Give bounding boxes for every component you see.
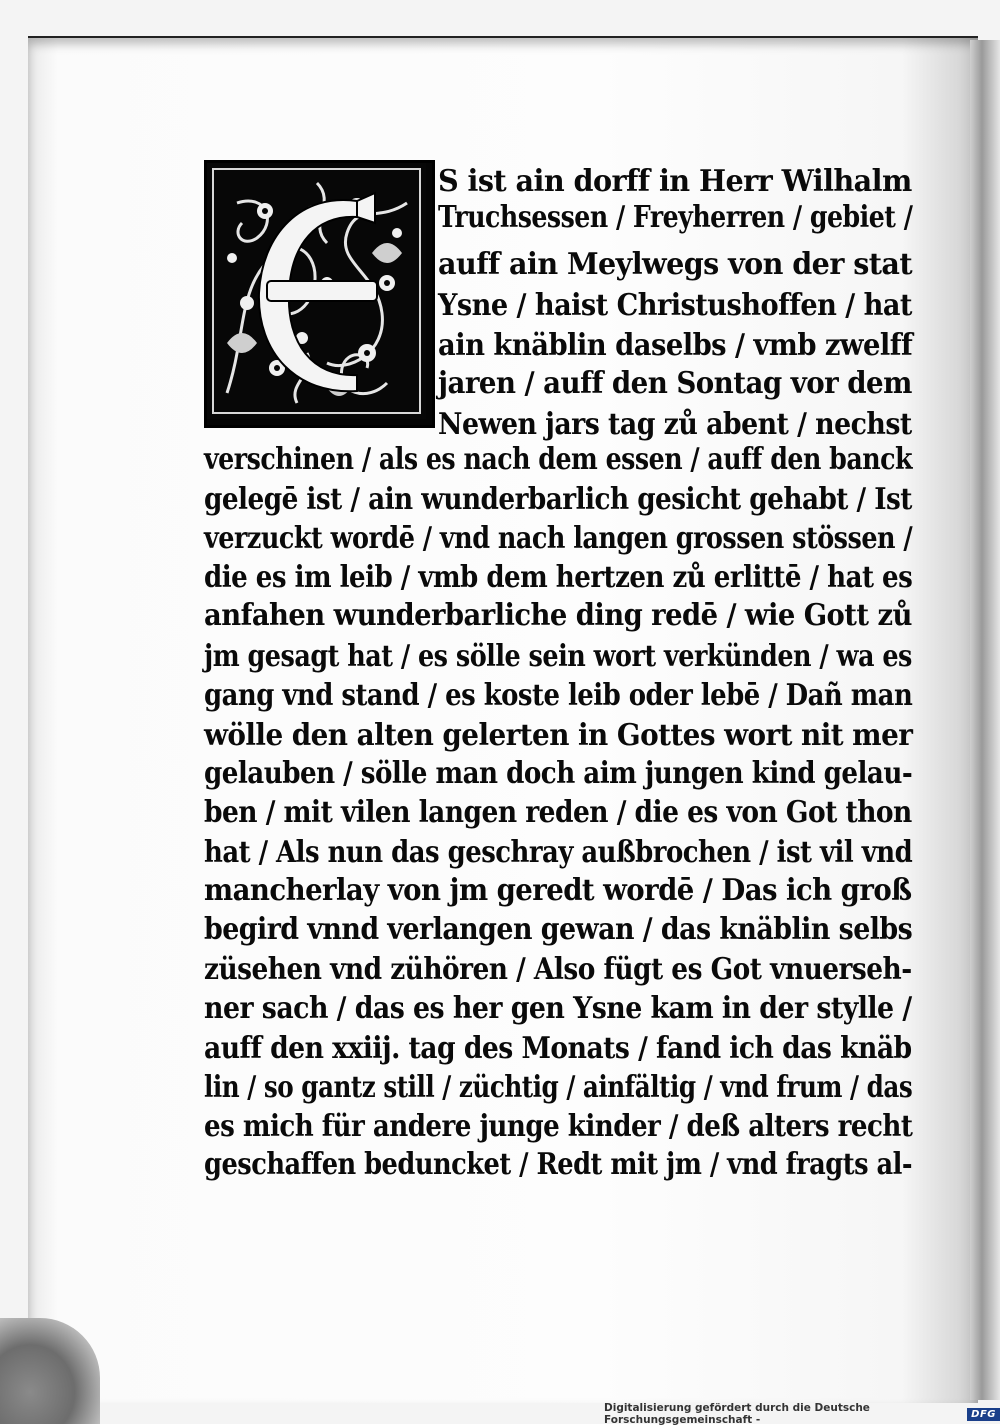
text-line: anfahen wunderbarliche ding redē / wie Gott zů xyxy=(204,598,912,633)
text-line: mancherlay von jm geredt wordē / Das ich groß xyxy=(204,873,912,908)
text-line: hat / Als nun das geschray außbrochen / ist vil vnd xyxy=(204,835,913,870)
text-line: ner sach / das es her gen Ysne kam in der stylle / xyxy=(204,991,912,1026)
text-line: auff ain Meylwegs von der stat xyxy=(438,247,912,282)
text-line: Ysne / haist Christushoffen / hat xyxy=(438,288,912,323)
text-line: jaren / auff den Sontag vor dem xyxy=(438,366,912,401)
text-line: gelauben / sölle man doch aim jungen kind gelau- xyxy=(204,756,913,791)
text-line: gelegē ist / ain wunderbarlich gesicht gehabt / Ist xyxy=(204,482,912,517)
text-line: S ist ain dorff in Herr Wilhalm xyxy=(438,164,912,199)
text-line: verzuckt wordē / vnd nach langen grossen stössen / xyxy=(204,521,913,556)
dfg-logo: DFG xyxy=(967,1408,1000,1421)
footer-credit: Digitalisierung gefördert durch die Deutsche Forschungsgemeinschaft - xyxy=(604,1402,870,1426)
text-line: gang vnd stand / es koste leib oder lebē / Dañ man xyxy=(204,678,913,713)
text-line: es mich für andere junge kinder / deß alters recht xyxy=(204,1109,913,1144)
text-line: Truchsessen / Freyherren / gebiet / xyxy=(438,200,913,235)
text-line: Newen jars tag zů abent / nechst xyxy=(438,407,912,442)
text-line: ain knäblin daselbs / vmb zwelff xyxy=(438,328,913,363)
text-line: züsehen vnd zühören / Also fügt es Got vnuerseh- xyxy=(204,952,912,987)
text-line: jm gesagt hat / es sölle sein wort verkünden / wa es xyxy=(204,639,912,674)
text-line: die es im leib / vmb dem hertzen zů erlittē / hat es xyxy=(204,560,913,595)
digitization-footer xyxy=(604,1402,1000,1426)
text-line: geschaffen beduncket / Redt mit jm / vnd fragts al- xyxy=(204,1147,912,1182)
text-line: begird vnnd verlangen gewan / das knäblin selbs xyxy=(204,912,913,947)
text-line: ben / mit vilen langen reden / die es von Got thon xyxy=(204,795,912,830)
text-line: verschinen / als es nach dem essen / auff den banck xyxy=(204,442,912,477)
text-line: lin / so gantz still / züchtig / ainfältig / vnd frum / das xyxy=(204,1070,913,1105)
text-line: auff den xxiij. tag des Monats / fand ich das knäb xyxy=(204,1031,912,1066)
text-line: wölle den alten gelerten in Gottes wort nit mer xyxy=(204,718,913,753)
